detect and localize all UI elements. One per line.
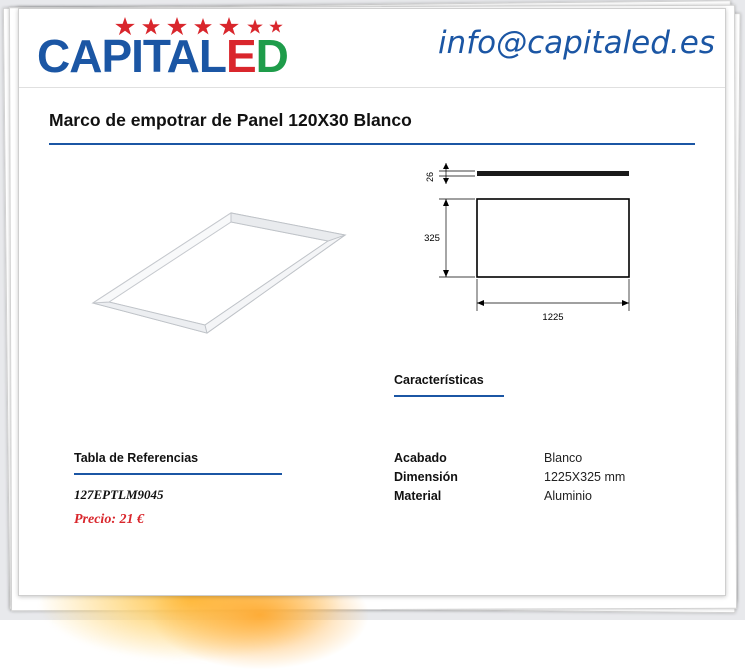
height-label: 325 [424,233,440,244]
reference-code: 127EPTLM9045 [74,487,164,502]
drawings-area [19,145,725,435]
references-heading: Tabla de Referencias [74,451,199,465]
spec-key-dimension: Dimensión [394,470,458,484]
references-block [74,451,324,528]
references-divider [74,473,282,475]
logo-letter-c: C [37,30,70,82]
spec-key-acabado: Acabado [394,451,447,465]
characteristics-divider [394,395,504,397]
spec-value-acabado: Blanco [544,451,583,465]
spec-key-material: Material [394,489,442,503]
page-title: Marco de empotrar de Panel 120X30 Blanco [49,110,412,130]
product-isometric-drawing [79,175,359,355]
spec-value-material: Aluminio [544,489,592,503]
width-label: 1225 [542,312,564,323]
reference-price: Precio: 21 € [74,512,144,527]
characteristics-heading: Características [394,373,484,387]
specs-block [394,451,694,508]
spec-value-dimension: 1225X325 mm [544,470,626,484]
logo-letter-l: L [198,30,226,82]
contact-email: info@capitaled.es [437,25,715,61]
spec-row [394,451,694,465]
logo-letters-apita: APITA [69,30,199,82]
spec-row [394,470,694,484]
product-datasheet-page [18,8,726,596]
page-header [19,9,725,88]
logo-wordmark [37,29,288,83]
spec-row [394,489,694,503]
technical-dimension-drawing [419,155,689,335]
characteristics-heading-block [394,373,584,397]
logo-letter-e: E [225,30,256,82]
capitaled-logo [37,15,377,85]
thickness-label: 26 [425,171,435,183]
logo-letter-d: D [255,30,288,82]
bottom-section [19,441,725,581]
